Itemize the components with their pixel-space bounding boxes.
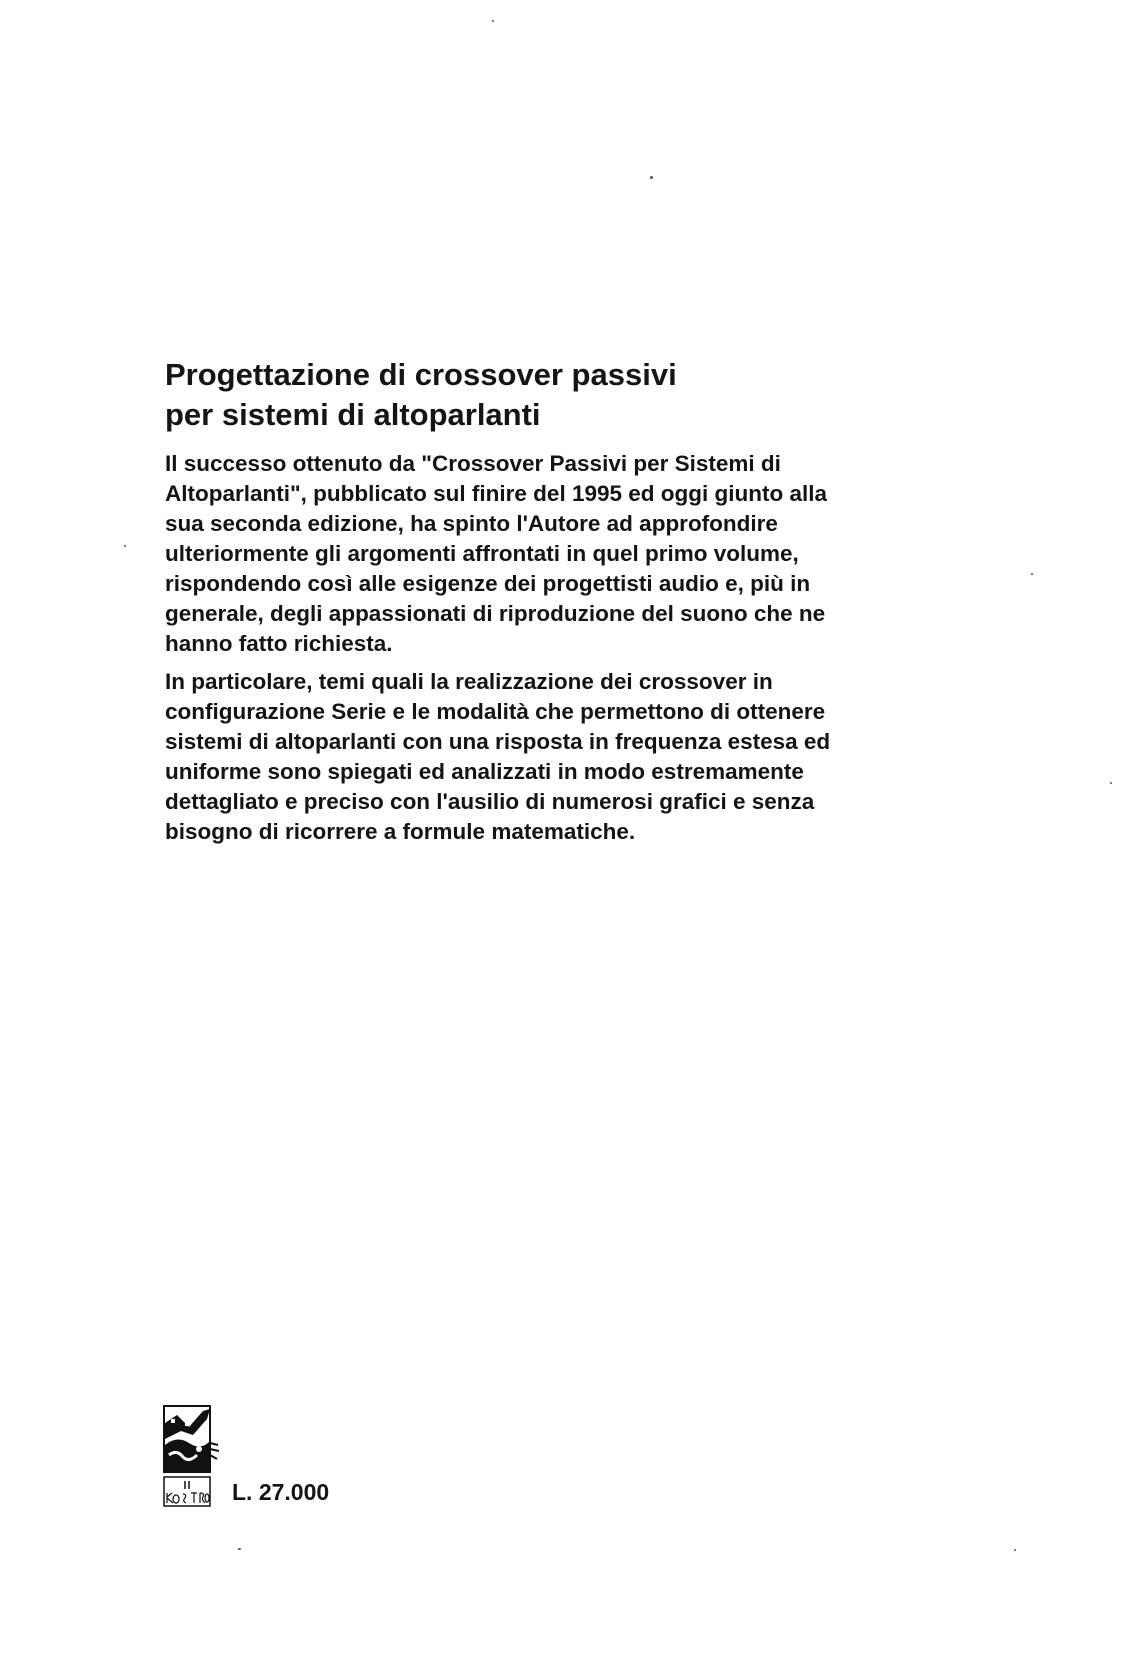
text-line: hanno fatto richiesta. <box>165 631 393 656</box>
text-line: Altoparlanti", pubblicato sul finire del 1995 ed oggi giunto alla <box>165 481 827 506</box>
cover-text-block <box>165 355 925 855</box>
scan-speck <box>492 20 494 22</box>
il-rostro-publisher-logo-icon <box>163 1405 219 1507</box>
text-line: sua seconda edizione, ha spinto l'Autore ad approfondire <box>165 511 778 536</box>
description-paragraph-2 <box>165 667 925 847</box>
scan-speck <box>238 1548 241 1550</box>
text-line: uniforme sono spiegati ed analizzati in modo estremamente <box>165 759 804 784</box>
text-line: Il successo ottenuto da "Crossover Passivi per Sistemi di <box>165 451 781 476</box>
title-line: per sistemi di altoparlanti <box>165 397 541 432</box>
page-title <box>165 355 925 435</box>
scan-speck <box>1014 1549 1016 1551</box>
text-line: ulteriormente gli argomenti affrontati in quel primo volume, <box>165 541 799 566</box>
text-line: configurazione Serie e le modalità che permettono di ottenere <box>165 699 826 724</box>
text-line: In particolare, temi quali la realizzazione dei crossover in <box>165 669 773 694</box>
scan-speck <box>1031 573 1033 575</box>
scan-speck <box>124 545 126 547</box>
description-paragraph-1 <box>165 449 925 659</box>
publisher-logo <box>163 1405 227 1509</box>
text-line: sistemi di altoparlanti con una risposta in frequenza estesa ed <box>165 729 831 754</box>
price-label: L. 27.000 <box>232 1479 330 1505</box>
text-line: bisogno di ricorrere a formule matematiche. <box>165 819 636 844</box>
text-line: rispondendo così alle esigenze dei progettisti audio e, più in <box>165 571 811 596</box>
title-line: Progettazione di crossover passivi <box>165 357 677 392</box>
text-line: generale, degli appassionati di riproduzione del suono che ne <box>165 601 826 626</box>
scan-speck <box>1110 782 1112 784</box>
scan-speck <box>650 176 653 179</box>
text-line: dettagliato e preciso con l'ausilio di numerosi grafici e senza <box>165 789 815 814</box>
